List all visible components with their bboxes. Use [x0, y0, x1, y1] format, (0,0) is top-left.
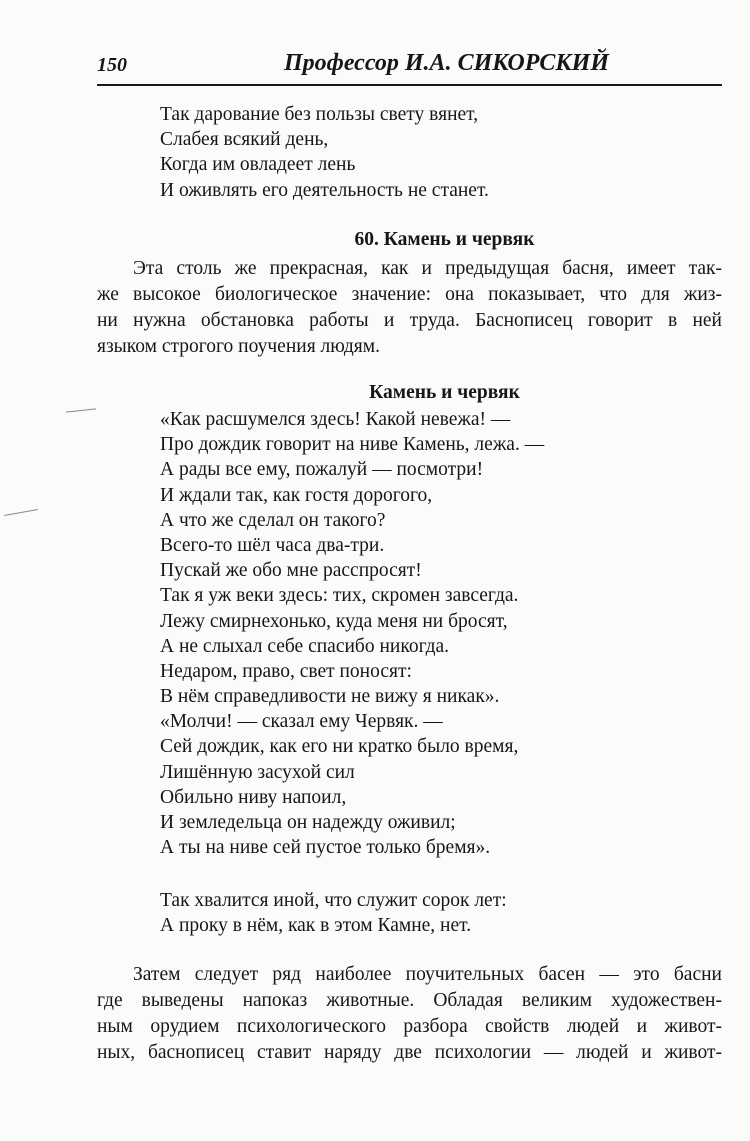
poem-line: И ждали так, как гостя дорогого,: [160, 484, 433, 506]
running-header: [97, 50, 722, 86]
poem-line: В нём справедливости не вижу я никак».: [160, 686, 500, 708]
poem-line: Лежу смирнехонько, куда меня ни бросят,: [160, 610, 508, 632]
poem-line: Пускай же обо мне расспросят!: [160, 560, 422, 582]
verse-line: Слабея всякий день,: [160, 129, 329, 151]
margin-pencil-mark: [4, 509, 38, 516]
poem-line: Про дождик говорит на ниве Камень, лежа. —: [160, 434, 545, 456]
verse-line: Когда им овладеет лень: [160, 154, 356, 176]
paragraph-line: ным орудием психологического разбора свойств людей и живот-: [97, 1016, 722, 1037]
poem-line: Недаром, право, свет поносят:: [160, 660, 412, 682]
poem-line: Сей дождик, как его ни кратко было время,: [160, 736, 519, 758]
paragraph-line: языком строгого поучения людям.: [97, 336, 380, 357]
poem-line: А ты на ниве сей пустое только бремя».: [160, 837, 491, 859]
moral-line: А проку в нём, как в этом Камне, нет.: [160, 915, 472, 937]
moral-line: Так хвалится иной, что служит сорок лет:: [160, 890, 507, 911]
poem-line: А что же сделал он такого?: [160, 509, 386, 531]
running-title: Профессор И.А. СИКОРСКИЙ: [284, 50, 610, 76]
poem-line: Обильно ниву напоил,: [160, 786, 347, 808]
poem-line: Лишённую засухой сил: [160, 761, 355, 783]
paragraph-line: ни нужна обстановка работы и труда. Баснописец говорит в ней: [97, 310, 722, 331]
paragraph-line: же высокое биологическое значение: она показывает, что для жиз-: [97, 284, 722, 305]
intro-paragraph: [97, 256, 722, 360]
poem-line: И земледельца он надежду оживил;: [160, 812, 456, 833]
verse-top: [160, 102, 720, 203]
poem-body: [160, 407, 720, 860]
poem-line: А рады все ему, пожалуй — посмотри!: [160, 459, 484, 481]
paragraph-line: Затем следует ряд наиболее поучительных басен — это басни: [133, 964, 722, 985]
verse-line: Так дарование без пользы свету вянет,: [160, 104, 479, 125]
section-heading: 60. Камень и червяк: [354, 229, 535, 250]
closing-paragraph: [97, 962, 722, 1066]
margin-pencil-mark: [66, 408, 96, 412]
page-number: 150: [97, 54, 127, 76]
poem-line: Так я уж веки здесь: тих, скромен завсегда.: [160, 585, 519, 607]
poem-line: «Как расшумелся здесь! Какой невежа! —: [160, 409, 511, 430]
paragraph-line: где выведены напоказ животные. Обладая великим художествен-: [97, 990, 722, 1011]
poem-title: Камень и червяк: [369, 382, 520, 403]
paragraph-line: ных, баснописец ставит наряду две психологии — людей и живот-: [97, 1042, 722, 1063]
paragraph-line: Эта столь же прекрасная, как и предыдущая басня, имеет так-: [133, 258, 722, 279]
poem-line: А не слыхал себе спасибо никогда.: [160, 635, 450, 657]
poem-line: Всего-то шёл часа два-три.: [160, 534, 385, 556]
poem-line: «Молчи! — сказал ему Червяк. —: [160, 711, 443, 733]
verse-line: И оживлять его деятельность не станет.: [160, 179, 489, 201]
poem-moral: [160, 888, 720, 938]
